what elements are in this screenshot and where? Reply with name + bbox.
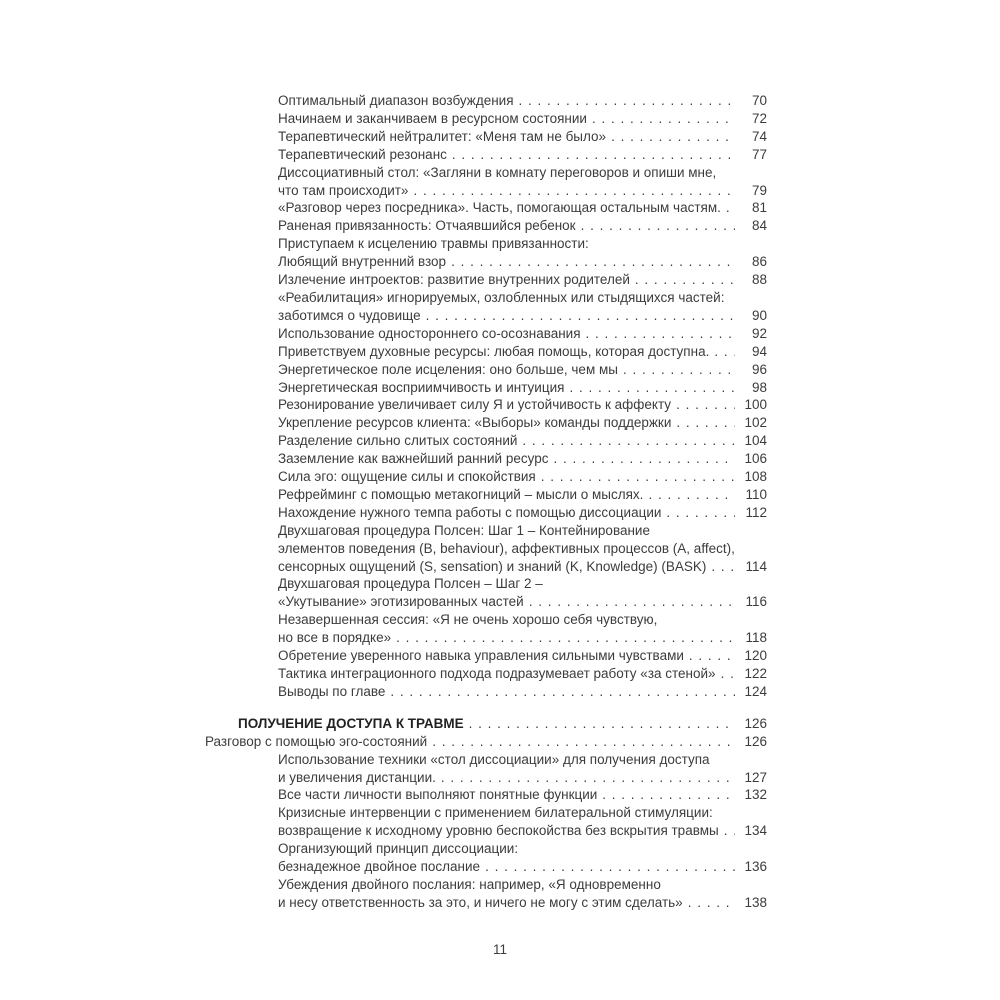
toc-entry-text: Приступаем к исцелению травмы привязанности: bbox=[278, 236, 589, 252]
toc-entry-text: Двухшаговая процедура Полсен – Шаг 2 – bbox=[278, 576, 543, 592]
toc-entry-text: и увеличения дистанции. bbox=[278, 769, 436, 785]
toc-entry bbox=[205, 876, 767, 912]
toc-entry-text: ПОЛУЧЕНИЕ ДОСТУПА К ТРАВМЕ bbox=[238, 715, 464, 731]
dot-leader bbox=[726, 199, 735, 217]
toc-page-number: 81 bbox=[751, 200, 767, 216]
toc-entry bbox=[205, 217, 767, 235]
toc-line bbox=[278, 379, 767, 397]
toc-page-number: 100 bbox=[744, 397, 767, 413]
toc-entry bbox=[205, 647, 767, 665]
dot-leader bbox=[602, 786, 735, 804]
dot-leader bbox=[441, 769, 735, 787]
toc-line bbox=[278, 164, 767, 182]
toc-entry-text: Терапевтический резонанс bbox=[278, 146, 447, 162]
toc-page-number: 90 bbox=[751, 307, 767, 323]
toc-entry bbox=[205, 450, 767, 468]
dot-leader bbox=[541, 468, 735, 486]
toc-page-number: 79 bbox=[751, 182, 767, 198]
toc-entry bbox=[205, 733, 767, 751]
toc-line bbox=[278, 361, 767, 379]
toc-line bbox=[278, 414, 767, 432]
dot-leader bbox=[586, 325, 735, 343]
toc-entry-text: Незавершенная сессия: «Я не очень хорошо себя чувствую, bbox=[278, 612, 658, 628]
dot-leader bbox=[711, 558, 735, 576]
toc-line bbox=[278, 253, 767, 271]
toc-line bbox=[278, 558, 767, 576]
toc-page-number: 120 bbox=[744, 648, 767, 664]
toc-entry bbox=[205, 396, 767, 414]
toc-page-number: 116 bbox=[745, 594, 767, 610]
dot-leader bbox=[611, 128, 735, 146]
toc-entry-text: Двухшаговая процедура Полсен: Шаг 1 – Контейнирование bbox=[278, 522, 650, 538]
toc-entry bbox=[205, 199, 767, 217]
toc-entry bbox=[205, 289, 767, 325]
toc-page-number: 134 bbox=[744, 823, 767, 839]
toc-page-number: 106 bbox=[744, 451, 767, 467]
toc-entry-text: Оптимальный диапазон возбуждения bbox=[278, 93, 514, 108]
toc-entry-text: Энергетическая восприимчивость и интуиция bbox=[278, 379, 565, 395]
toc-entry-text: Убеждения двойного послания: например, «Я одновременно bbox=[278, 876, 661, 892]
toc-line bbox=[278, 235, 767, 253]
dot-leader bbox=[432, 733, 735, 751]
dot-leader bbox=[724, 822, 735, 840]
toc-line bbox=[278, 217, 767, 235]
toc-line bbox=[278, 522, 767, 540]
toc-entry bbox=[205, 432, 767, 450]
toc-entry bbox=[205, 271, 767, 289]
toc-line bbox=[278, 876, 767, 894]
toc-line bbox=[278, 683, 767, 701]
toc-entry-text: Нахождение нужного темпа работы с помощью диссоциации bbox=[278, 504, 662, 520]
toc-line bbox=[278, 110, 767, 128]
dot-leader bbox=[714, 343, 735, 361]
toc-entry bbox=[205, 128, 767, 146]
toc-entry-text: Диссоциативный стол: «Загляни в комнату переговоров и опиши мне, bbox=[278, 164, 717, 180]
toc-line bbox=[278, 611, 767, 629]
toc-entry-text: Тактика интеграционного подхода подразумевает работу «за стеной» bbox=[278, 666, 716, 681]
toc-entry-text: «Укутывание» эготизированных частей bbox=[278, 594, 524, 610]
toc-page-number: 126 bbox=[744, 715, 767, 731]
dot-leader bbox=[592, 110, 735, 128]
toc-entry bbox=[205, 414, 767, 432]
toc-line bbox=[278, 822, 767, 840]
toc-entry-text: заботимся о чудовище bbox=[278, 307, 421, 323]
dot-leader bbox=[689, 647, 735, 665]
dot-leader bbox=[721, 665, 735, 683]
dot-leader bbox=[390, 683, 735, 701]
toc-page-number: 136 bbox=[744, 859, 767, 875]
toc-page-number: 114 bbox=[745, 558, 767, 574]
toc-page-number: 92 bbox=[751, 325, 767, 341]
toc-entry bbox=[205, 522, 767, 576]
dot-leader bbox=[519, 92, 735, 110]
toc-line bbox=[278, 647, 767, 665]
toc-page-number: 70 bbox=[751, 93, 767, 108]
dot-leader bbox=[451, 253, 735, 271]
dot-leader bbox=[452, 146, 735, 164]
toc-entry-text: Обретение уверенного навыка управления сильными чувствами bbox=[278, 648, 684, 664]
toc-entry-text: Использование техники «стол диссоциации» для получения доступа bbox=[278, 751, 710, 767]
toc-entry-text: и несу ответственность за это, и ничего не могу с этим сделать» bbox=[278, 894, 683, 910]
toc-line bbox=[205, 733, 767, 751]
toc-entry-text: Начинаем и заканчиваем в ресурсном состоянии bbox=[278, 110, 587, 126]
toc-entry-text: но все в порядке» bbox=[278, 630, 392, 646]
toc-line bbox=[278, 307, 767, 325]
toc-entry bbox=[205, 110, 767, 128]
dot-leader bbox=[569, 379, 735, 397]
toc-page-number: 102 bbox=[744, 415, 767, 431]
toc-entry-text: Кризисные интервенции с применением билатеральной стимуляции: bbox=[278, 805, 713, 821]
toc-page-number: 118 bbox=[745, 630, 767, 646]
toc-line bbox=[278, 343, 767, 361]
toc-entry bbox=[205, 840, 767, 876]
toc-entry-text: Резонирование увеличивает силу Я и устойчивость к аффекту bbox=[278, 397, 672, 413]
toc-entry-text: Разделение сильно слитых состояний bbox=[278, 433, 518, 449]
toc-entry-text: что там происходит» bbox=[278, 182, 409, 198]
toc-line bbox=[238, 715, 767, 733]
toc-entry-text: «Реабилитация» игнорируемых, озлобленных или стыдящихся частей: bbox=[278, 289, 725, 305]
toc-line bbox=[278, 629, 767, 647]
dot-leader bbox=[469, 715, 735, 733]
toc-line bbox=[278, 92, 767, 110]
toc-entry bbox=[205, 146, 767, 164]
toc-entry-text: Рефрейминг с помощью метакогниций – мысли о мыслях. bbox=[278, 486, 644, 502]
toc-entry-text: возвращение к исходному уровню беспокойства без вскрытия травмы bbox=[278, 823, 719, 839]
toc-line bbox=[278, 182, 767, 200]
toc-entry-text: безнадежное двойное послание bbox=[278, 859, 481, 875]
toc-line bbox=[278, 146, 767, 164]
toc-entry bbox=[205, 325, 767, 343]
dot-leader bbox=[688, 894, 735, 912]
dot-leader bbox=[676, 396, 735, 414]
dot-leader bbox=[413, 182, 735, 200]
toc-line bbox=[278, 894, 767, 912]
toc-line bbox=[278, 504, 767, 522]
dot-leader bbox=[666, 504, 735, 522]
toc-entry bbox=[205, 575, 767, 611]
toc-entry bbox=[205, 468, 767, 486]
toc-entry-text: Выводы по главе bbox=[278, 683, 386, 699]
dot-leader bbox=[522, 432, 735, 450]
toc-entry-text: сенсорных ощущений (S, sensation) и знаний (K, Knowledge) (BASK) bbox=[278, 558, 707, 574]
toc-line bbox=[278, 271, 767, 289]
toc-page-number: 112 bbox=[745, 504, 767, 520]
toc-entry bbox=[205, 504, 767, 522]
toc-line bbox=[278, 858, 767, 876]
toc-entry-text: Укрепление ресурсов клиента: «Выборы» команды поддержки bbox=[278, 415, 672, 431]
dot-leader bbox=[648, 486, 735, 504]
dot-leader bbox=[635, 271, 735, 289]
toc-entry bbox=[205, 235, 767, 271]
toc-page-number: 108 bbox=[744, 469, 767, 485]
toc-entry bbox=[205, 92, 767, 110]
toc-page-number: 126 bbox=[744, 733, 767, 749]
dot-leader bbox=[676, 414, 735, 432]
toc-line bbox=[278, 432, 767, 450]
toc-entry bbox=[205, 343, 767, 361]
toc-line bbox=[278, 804, 767, 822]
dot-leader bbox=[485, 858, 735, 876]
toc-entry-text: Любящий внутренний взор bbox=[278, 254, 447, 270]
dot-leader bbox=[529, 593, 735, 611]
toc-line bbox=[278, 396, 767, 414]
toc-line bbox=[278, 289, 767, 307]
toc-line bbox=[278, 450, 767, 468]
toc-page-number: 84 bbox=[751, 218, 767, 234]
dot-leader bbox=[553, 450, 735, 468]
toc-line bbox=[278, 575, 767, 593]
toc-page-number: 138 bbox=[744, 894, 767, 910]
dot-leader bbox=[581, 217, 735, 235]
dot-leader bbox=[623, 361, 735, 379]
toc-entry-text: Раненая привязанность: Отчаявшийся ребенок bbox=[278, 218, 576, 234]
toc-entry bbox=[205, 611, 767, 647]
toc-entry-text: Излечение интроектов: развитие внутренних родителей bbox=[278, 272, 630, 288]
dot-leader bbox=[426, 307, 735, 325]
toc-entry-text: Терапевтический нейтралитет: «Меня там не было» bbox=[278, 128, 607, 144]
toc-entry-text: Использование одностороннего со-осознавания bbox=[278, 325, 581, 341]
toc-entry-text: «Разговор через посредника». Часть, помогающая остальным частям. bbox=[278, 200, 721, 216]
toc-entry-text: Заземление как важнейший ранний ресурс bbox=[278, 451, 549, 467]
dot-leader bbox=[396, 629, 735, 647]
toc-line bbox=[278, 486, 767, 504]
toc-line bbox=[278, 840, 767, 858]
toc-entry bbox=[205, 786, 767, 804]
toc-list bbox=[205, 92, 767, 912]
toc-entry bbox=[205, 751, 767, 787]
toc-line bbox=[278, 468, 767, 486]
toc-line bbox=[278, 199, 767, 217]
toc-entry bbox=[205, 164, 767, 200]
toc-page-number: 77 bbox=[751, 146, 767, 162]
toc-line bbox=[278, 593, 767, 611]
toc-page-number: 74 bbox=[751, 128, 767, 144]
toc-page-number: 94 bbox=[751, 343, 767, 359]
toc-page-number: 88 bbox=[751, 272, 767, 288]
toc-page-number: 132 bbox=[744, 787, 767, 803]
toc-entry-text: Все части личности выполняют понятные функции bbox=[278, 787, 598, 803]
toc-line bbox=[278, 751, 767, 769]
toc-page-number: 72 bbox=[751, 110, 767, 126]
toc-entry-text: Энергетическое поле исцеления: оно больше, чем мы bbox=[278, 361, 618, 377]
toc-line bbox=[278, 128, 767, 146]
toc-entry-text: Приветствуем духовные ресурсы: любая помощь, которая доступна. bbox=[278, 343, 710, 359]
toc-page-number: 98 bbox=[751, 379, 767, 395]
toc-entry bbox=[205, 379, 767, 397]
toc-chapter-entry bbox=[205, 715, 767, 733]
toc-page-number: 122 bbox=[744, 666, 767, 681]
toc-entry bbox=[205, 665, 767, 683]
toc-entry bbox=[205, 683, 767, 701]
toc-entry bbox=[205, 804, 767, 840]
toc-page-number: 127 bbox=[744, 769, 767, 785]
toc-entry-text: элементов поведения (B, behaviour), аффективных процессов (A, affect), bbox=[278, 540, 735, 556]
toc-line bbox=[278, 540, 767, 558]
toc-entry-text: Организующий принцип диссоциации: bbox=[278, 841, 519, 857]
toc-entry bbox=[205, 361, 767, 379]
toc-page-number: 110 bbox=[745, 486, 767, 502]
toc-line bbox=[278, 786, 767, 804]
toc-page-number: 104 bbox=[744, 433, 767, 449]
toc-line bbox=[278, 665, 767, 683]
toc-entry bbox=[205, 486, 767, 504]
page-number: 11 bbox=[492, 942, 507, 957]
toc-page-number: 124 bbox=[744, 683, 767, 699]
toc-page-number: 96 bbox=[751, 361, 767, 377]
toc-entry-text: Сила эго: ощущение силы и спокойствия bbox=[278, 469, 536, 485]
toc-line bbox=[278, 769, 767, 787]
toc-entry-text: Разговор с помощью эго-состояний bbox=[205, 733, 428, 749]
toc-page-number: 86 bbox=[751, 254, 767, 270]
toc-line bbox=[278, 325, 767, 343]
